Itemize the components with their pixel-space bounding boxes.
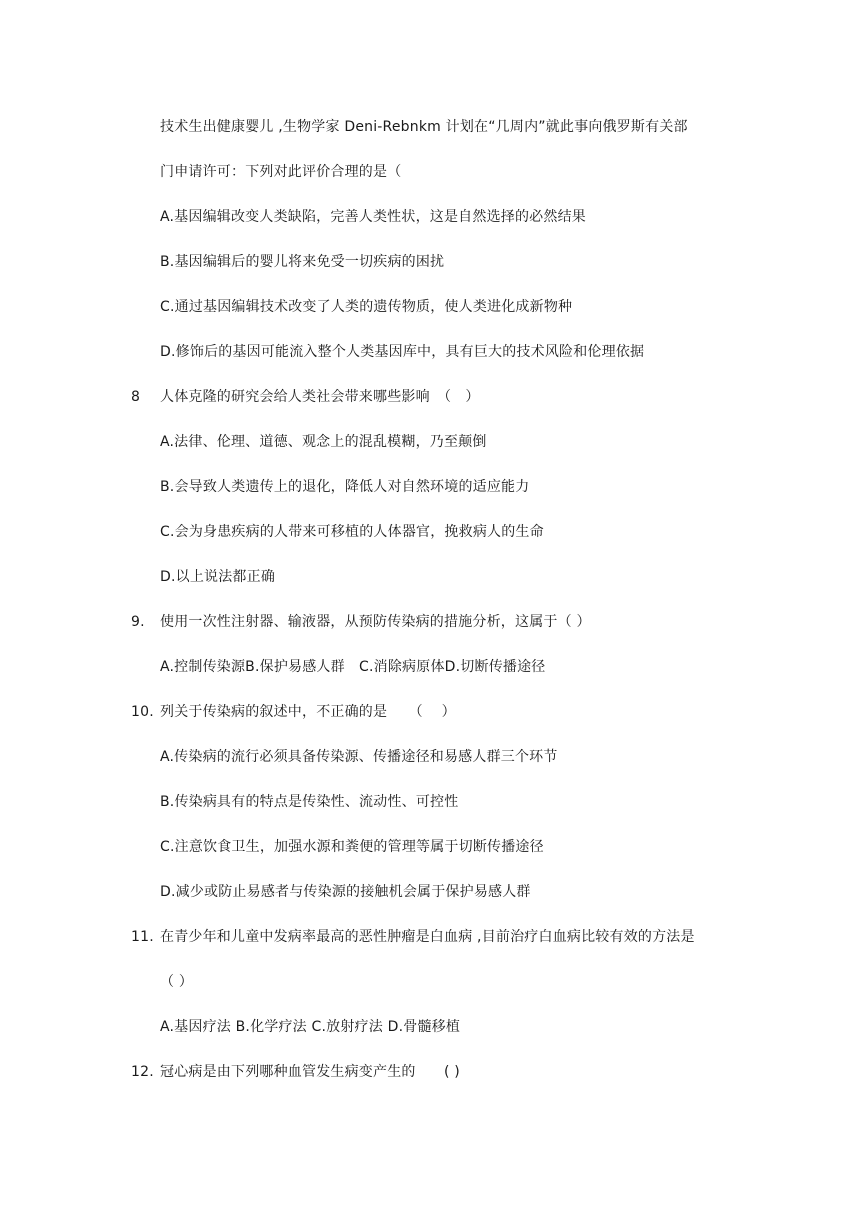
question-7-option-b: B.基因编辑后的婴儿将来免受一切疾病的困扰 (160, 254, 445, 270)
question-10-number: 10. (131, 704, 154, 720)
question-10-option-a: A.传染病的流行必须具备传染源、传播途径和易感人群三个环节 (160, 749, 558, 765)
question-11-text-cont: （ ） (160, 974, 194, 990)
question-8-option-b: B.会导致人类遗传上的退化，降低人对自然环境的适应能力 (160, 479, 530, 495)
question-10-option-b: B.传染病具有的特点是传染性、流动性、可控性 (160, 794, 459, 810)
question-9-number: 9. (131, 614, 145, 630)
question-7-option-c: C.通过基因编辑技术改变了人类的遗传物质，使人类进化成新物种 (160, 299, 573, 315)
question-11-number: 11. (131, 929, 154, 945)
question-11-text: 在青少年和儿童中发病率最高的恶性肿瘤是白血病 ,目前治疗白血病比较有效的方法是 (160, 929, 695, 945)
question-9-text: 使用一次性注射器、输液器，从预防传染病的措施分析，这属于（ ） (160, 614, 591, 630)
question-10-option-c: C.注意饮食卫生，加强水源和粪便的管理等属于切断传播途径 (160, 839, 544, 855)
question-8-option-a: A.法律、伦理、道德、观念上的混乱模糊，乃至颠倒 (160, 434, 487, 450)
question-12-number: 12. (131, 1064, 154, 1080)
question-7-option-d: D.修饰后的基因可能流入整个人类基因库中，具有巨大的技术风险和伦理依据 (160, 344, 645, 360)
question-9-options: A.控制传染源B.保护易感人群 C.消除病原体D.切断传播途径 (160, 659, 546, 675)
question-7-text-line2: 门申请许可：下列对此评价合理的是（ (160, 164, 402, 180)
question-8-number: 8 (131, 389, 141, 405)
question-8-option-c: C.会为身患疾病的人带来可移植的人体器官，挽救病人的生命 (160, 524, 544, 540)
question-8-text: 人体克隆的研究会给人类社会带来哪些影响 （ ） (160, 389, 480, 405)
question-7-text-line1: 技术生出健康婴儿 ,生物学家 Deni-Rebnkm 计划在“几周内”就此事向俄罗斯有关部 (160, 119, 688, 135)
question-10-option-d: D.减少或防止易感者与传染源的接触机会属于保护易感人群 (160, 884, 531, 900)
question-7-option-a: A.基因编辑改变人类缺陷，完善人类性状，这是自然选择的必然结果 (160, 209, 586, 225)
question-12-text: 冠心病是由下列哪种血管发生病变产生的 ( ) (160, 1064, 460, 1080)
question-8-option-d: D.以上说法都正确 (160, 569, 276, 585)
question-11-options: A.基因疗法 B.化学疗法 C.放射疗法 D.骨髓移植 (160, 1019, 461, 1035)
question-10-text: 列关于传染病的叙述中，不正确的是 （ ） (160, 704, 456, 720)
